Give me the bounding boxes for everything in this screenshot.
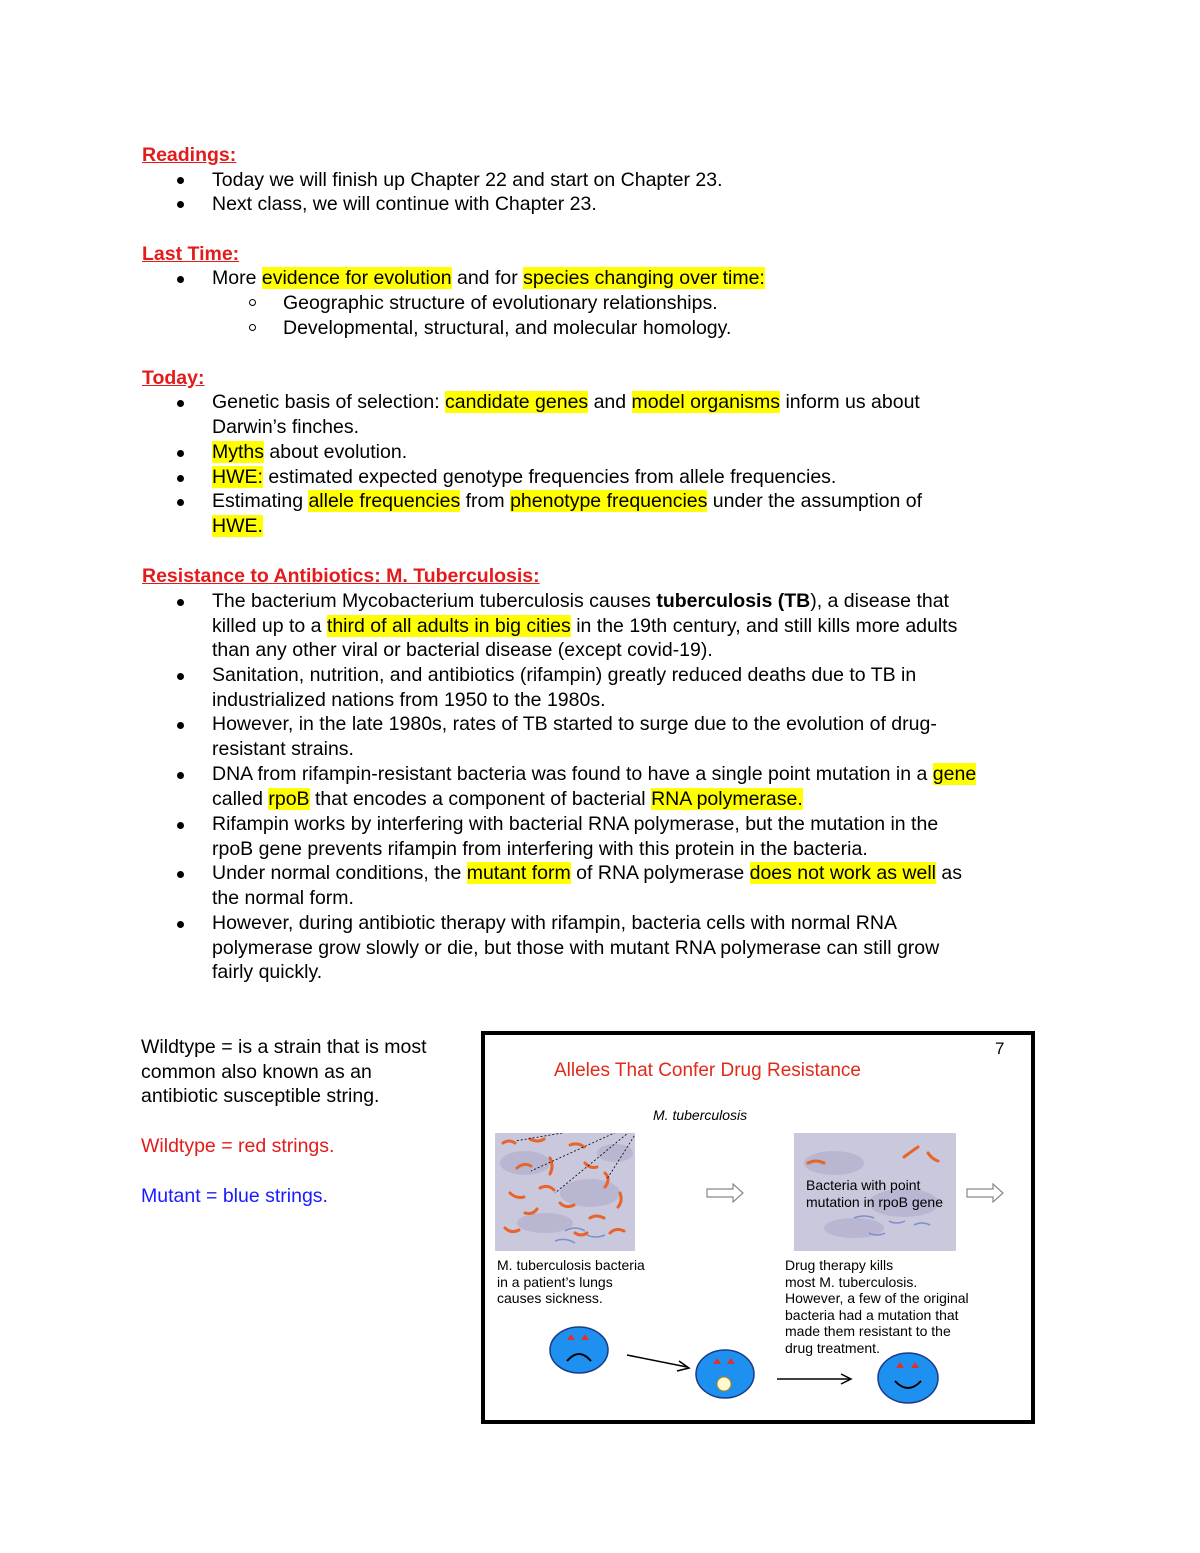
resistance-item-7: [212, 911, 1072, 985]
highlight: model organisms: [631, 391, 781, 413]
last-time-heading: Last Time:: [142, 243, 240, 265]
text-run: fairly quickly.: [212, 961, 323, 984]
text-run: ), a disease that: [810, 590, 949, 612]
text-run: antibiotic susceptible string.: [141, 1085, 380, 1108]
arrow-icon: [965, 1183, 1005, 1203]
bullet-icon: [177, 177, 184, 184]
highlight: species changing over time:: [523, 267, 765, 289]
text-run: drug treatment.: [785, 1339, 880, 1356]
figure-title: Alleles That Confer Drug Resistance: [554, 1060, 861, 1081]
today-item-1: [212, 390, 1072, 439]
wildtype-definition: [141, 1035, 471, 1109]
caption-right: [785, 1257, 969, 1356]
text-run: Darwin’s finches.: [212, 415, 360, 438]
inset-label: [806, 1177, 943, 1210]
sub-bullet-icon: [249, 299, 256, 306]
bullet-icon: [177, 921, 184, 928]
today-item-3: [212, 465, 1072, 490]
highlight: phenotype frequencies: [510, 490, 708, 512]
text-run: M. tuberculosis bacteria: [497, 1257, 645, 1273]
text-run: More: [212, 267, 262, 289]
bullet-icon: [177, 499, 184, 506]
text-run: The bacterium Mycobacterium tuberculosis causes: [212, 590, 657, 612]
text-run: However, a few of the original: [785, 1290, 969, 1306]
highlight: third of all adults in big cities: [326, 614, 571, 637]
highlight: does not work as well: [749, 862, 937, 884]
text-run: Bacteria with point: [806, 1177, 921, 1193]
mutant-color-note: Mutant = blue strings.: [141, 1185, 328, 1207]
text-run: in a patient’s lungs: [497, 1273, 613, 1290]
bullet-icon: [177, 772, 184, 779]
arrow-icon: [775, 1371, 855, 1387]
text-run: than any other viral or bacterial disease (except covid-19).: [212, 639, 713, 662]
text-run: causes sickness.: [497, 1290, 603, 1306]
today-heading: Today:: [142, 367, 205, 389]
bold-term: tuberculosis (TB: [656, 590, 811, 612]
text-run: most M. tuberculosis.: [785, 1273, 918, 1290]
resistance-item-6: [212, 861, 1072, 910]
text-run: from: [460, 490, 511, 512]
text-run: Drug therapy kills: [785, 1257, 894, 1273]
highlight: candidate genes: [445, 391, 589, 413]
highlight: allele frequencies: [308, 490, 461, 512]
today-item-4: [212, 489, 1072, 538]
highlight: RNA polymerase.: [651, 787, 803, 810]
text-run: and for: [451, 267, 524, 289]
text-run: Under normal conditions, the: [212, 862, 467, 884]
last-time-item-1: [212, 266, 1072, 291]
text-run: the normal form.: [212, 886, 354, 909]
highlight: rpoB: [268, 787, 310, 810]
slide-number: 7: [995, 1039, 1005, 1058]
text-run: polymerase grow slowly or die, but those with mutant RNA polymerase can still grow: [212, 936, 940, 959]
today-item-2: [212, 440, 1072, 465]
sick-face-icon: [693, 1348, 757, 1400]
text-run: killed up to a: [212, 614, 327, 637]
bullet-icon: [177, 400, 184, 407]
figure-slide: [481, 1031, 1035, 1424]
text-run: DNA from rifampin-resistant bacteria was found to have a single point mutation in a: [212, 763, 933, 785]
happy-face-icon: [875, 1351, 941, 1405]
arrow-icon: [705, 1183, 745, 1203]
highlight: mutant form: [466, 862, 571, 884]
resistance-item-3: [212, 712, 1072, 761]
resistance-item-5: [212, 812, 1072, 861]
highlight: gene: [932, 763, 977, 785]
text-run: about evolution.: [264, 441, 408, 463]
resistance-heading: Resistance to Antibiotics: M. Tuberculosis:: [142, 565, 540, 587]
text-run: and: [588, 391, 632, 413]
bullet-icon: [177, 450, 184, 457]
sad-face-icon: [547, 1325, 611, 1375]
text-run: rpoB gene prevents rifampin from interfering with this protein in the bacteria.: [212, 837, 868, 860]
resistance-item-1: [212, 589, 1072, 663]
text-run: Estimating: [212, 490, 309, 512]
micrograph-wildtype-image: [495, 1133, 635, 1251]
text-run: Sanitation, nutrition, and antibiotics (rifampin) greatly reduced deaths due to TB in: [212, 664, 917, 686]
wildtype-color-note: Wildtype = red strings.: [141, 1135, 335, 1157]
readings-heading: Readings:: [142, 144, 237, 166]
bullet-icon: [177, 599, 184, 606]
text-run: made them resistant to the: [785, 1323, 951, 1339]
text-run: estimated expected genotype frequencies from allele frequencies.: [262, 466, 837, 488]
last-time-subitem-1: Geographic structure of evolutionary relationships.: [283, 292, 718, 314]
text-run: resistant strains.: [212, 737, 354, 760]
text-run: However, during antibiotic therapy with rifampin, bacteria cells with normal RNA: [212, 912, 897, 934]
highlight: HWE.: [212, 514, 263, 537]
bullet-icon: [177, 673, 184, 680]
text-run: that encodes a component of bacterial: [309, 787, 652, 810]
readings-item-2: Next class, we will continue with Chapter 23.: [212, 193, 597, 215]
bullet-icon: [177, 475, 184, 482]
text-run: Rifampin works by interfering with bacterial RNA polymerase, but the mutation in the: [212, 813, 939, 835]
sub-bullet-icon: [249, 324, 256, 331]
resistance-item-4: [212, 762, 1072, 811]
text-run: under the assumption of: [707, 490, 923, 512]
bullet-icon: [177, 276, 184, 283]
bullet-icon: [177, 201, 184, 208]
text-run: in the 19th century, and still kills more adults: [570, 614, 958, 637]
caption-left: [497, 1257, 645, 1307]
text-run: bacteria had a mutation that: [785, 1306, 959, 1323]
last-time-subitem-2: Developmental, structural, and molecular homology.: [283, 317, 732, 339]
text-run: industrialized nations from 1950 to the 1980s.: [212, 688, 606, 711]
highlight: HWE:: [212, 466, 263, 488]
resistance-item-2: [212, 663, 1072, 712]
readings-item-1: Today we will finish up Chapter 22 and start on Chapter 23.: [212, 169, 723, 191]
text-run: However, in the late 1980s, rates of TB started to surge due to the evolution of drug-: [212, 713, 937, 735]
text-run: as: [936, 862, 963, 884]
text-run: common also known as an: [141, 1060, 372, 1083]
text-run: of RNA polymerase: [570, 862, 750, 884]
highlight: Myths: [212, 441, 265, 463]
bullet-icon: [177, 722, 184, 729]
text-run: mutation in rpoB gene: [806, 1193, 943, 1210]
text-run: called: [212, 787, 269, 810]
text-run: Wildtype = is a strain that is most: [141, 1036, 427, 1058]
text-run: Genetic basis of selection:: [212, 391, 446, 413]
arrow-icon: [625, 1351, 695, 1373]
highlight: evidence for evolution: [261, 267, 452, 289]
bullet-icon: [177, 871, 184, 878]
species-label: M. tuberculosis: [653, 1107, 748, 1123]
bullet-icon: [177, 822, 184, 829]
text-run: inform us about: [780, 391, 920, 413]
